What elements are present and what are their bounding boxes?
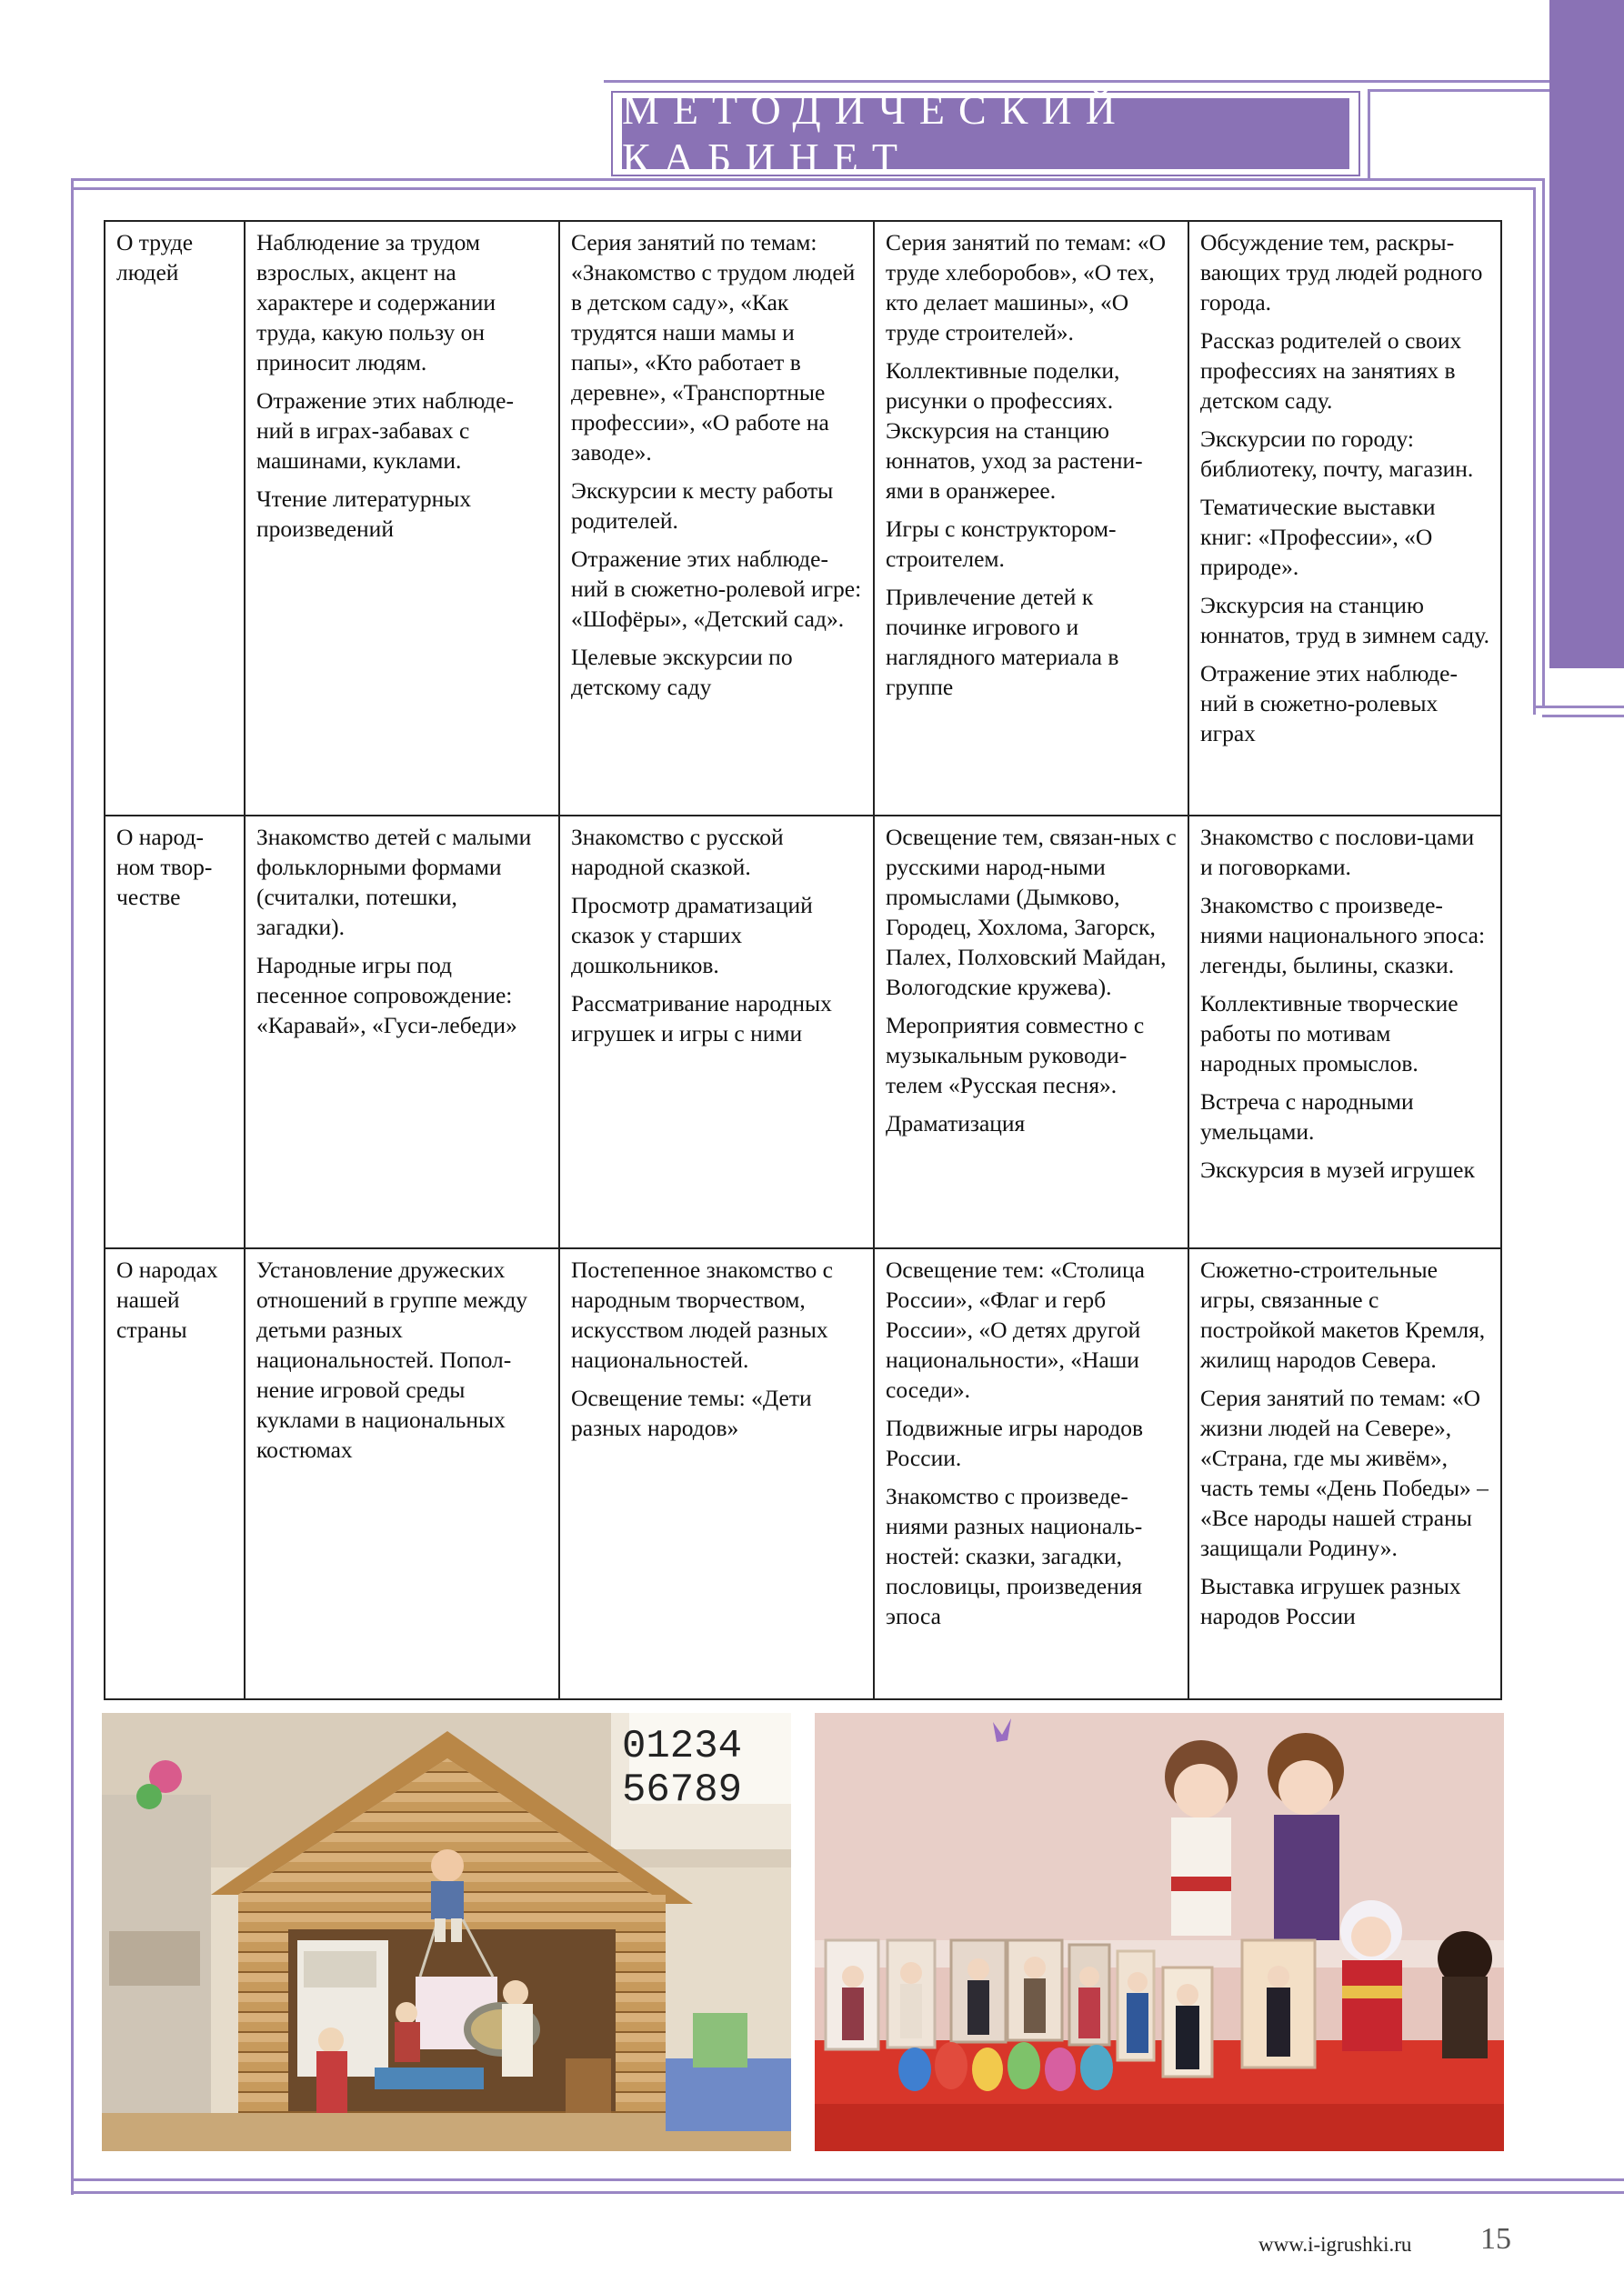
frame-line xyxy=(1533,187,1536,715)
table-cell: Обсуждение тем, раскры-вающих труд людей родного города. Рассказ родителей о своих профессиях на занятиях в детском саду. Экскурсии по городу: библиотеку, почту, магазин. Тематические выставки книг: «Профессии», «О природе». Экскурсия на станцию юннатов, труд в зимнем саду. Отражение этих наблюде-ний в сюжетно-ролевых играх xyxy=(1188,221,1501,816)
row-topic: О народах нашей страны xyxy=(105,1248,245,1699)
table-cell: Постепенное знакомство с народным творчеством, искусством людей разных национальностей. Освещение темы: «Дети разных народов» xyxy=(559,1248,874,1699)
photo-dolls-exhibition xyxy=(815,1713,1504,2151)
frame-line xyxy=(1542,715,1624,717)
frame-line xyxy=(71,187,1533,190)
section-header xyxy=(622,86,1349,181)
table-cell: Сюжетно-строительные игры, связанные с постройкой макетов Кремля, жилищ народов Севера. Серия занятий по темам: «О жизни людей на Севере», «Страна, где мы живём», часть темы «День Победы» – «Все народы нашей страны защищали Родину». Выставка игрушек разных народов России xyxy=(1188,1248,1501,1699)
wall-digits-top: 01234 xyxy=(622,1724,743,1769)
wall-digits-bottom: 56789 xyxy=(622,1767,743,1813)
side-accent-bar xyxy=(1549,0,1624,668)
frame-line xyxy=(71,2178,1624,2181)
table-row xyxy=(105,816,1501,1248)
table-row xyxy=(105,221,1501,816)
table-cell: Знакомство с послови-цами и поговорками. Знакомство с произведе-ниями национального эпоса: легенды, былины, сказки. Коллективные творческие работы по мотивам народных промыслов. Встреча с народными умельцами. Экскурсия в музей игрушек xyxy=(1188,816,1501,1248)
table-cell: Знакомство с русской народной сказкой. Просмотр драматизаций сказок у старших дошкольников. Рассматривание народных игрушек и игры с ними xyxy=(559,816,874,1248)
row-topic: О народ-ном твор-честве xyxy=(105,816,245,1248)
frame-line xyxy=(604,80,1549,83)
section-title: МЕТОДИЧЕСКИЙ КАБИНЕТ xyxy=(622,86,1129,181)
wooden-house-illustration xyxy=(102,1713,791,2151)
frame-line xyxy=(71,2191,1624,2194)
frame-line xyxy=(1368,89,1549,92)
footer-url[interactable]: www.i-igrushki.ru xyxy=(1258,2233,1412,2256)
table-cell: Освещение тем: «Столица России», «Флаг и герб России», «О детях другой национальности», «Наши соседи». Подвижные игры народов России. Знакомство с произведе-ниями разных националь-ностей: сказки, загадки, пословицы, произведения эпоса xyxy=(874,1248,1188,1699)
frame-line xyxy=(1542,178,1545,707)
table-cell: Установление дружеских отношений в группе между детьми разных национальностей. Попол-нение игровой среды куклами в национальных костюмах xyxy=(245,1248,559,1699)
page-number: 15 xyxy=(1480,2222,1511,2256)
frame-line xyxy=(1368,89,1370,180)
table-row xyxy=(105,1248,1501,1699)
table-cell: Знакомство детей с малыми фольклорными формами (считалки, потешки, загадки). Народные игры под песенное сопровождение: «Каравай», «Гуси-лебеди» xyxy=(245,816,559,1248)
table-cell: Освещение тем, связан-ных с русскими народ-ными промыслами (Дымково, Городец, Хохлома, Загорск, Палех, Полховский Майдан, Вологодские кружева). Мероприятия совместно с музыкальным руководи-телем «Русская песня». Драматизация xyxy=(874,816,1188,1248)
table-cell: Серия занятий по темам: «О труде хлеборобов», «О тех, кто делает машины», «О труде строителей». Коллективные поделки, рисунки о профессиях. Экскурсия на станцию юннатов, уход за растени-ями в оранжерее. Игры с конструктором-строителем. Привлечение детей к починке игрового и наглядного материала в группе xyxy=(874,221,1188,816)
table-cell: Наблюдение за трудом взрослых, акцент на характере и содержании труда, какую пользу он приносит людям. Отражение этих наблюде-ний в играх-забавах с машинами, куклами. Чтение литературных произведений xyxy=(245,221,559,816)
activities-table xyxy=(104,220,1502,1700)
frame-line xyxy=(1533,706,1624,708)
dolls-illustration xyxy=(815,1713,1504,2151)
table-cell: Серия занятий по темам: «Знакомство с трудом людей в детском саду», «Как трудятся наши мамы и папы», «Кто работает в деревне», «Транспортные профессии», «О работе на заводе». Экскурсии к месту работы родителей. Отражение этих наблюде-ний в сюжетно-ролевой игре: «Шофёры», «Детский сад». Целевые экскурсии по детскому саду xyxy=(559,221,874,816)
frame-line xyxy=(71,178,74,2195)
photo-wooden-house xyxy=(102,1713,791,2151)
row-topic: О труде людей xyxy=(105,221,245,816)
